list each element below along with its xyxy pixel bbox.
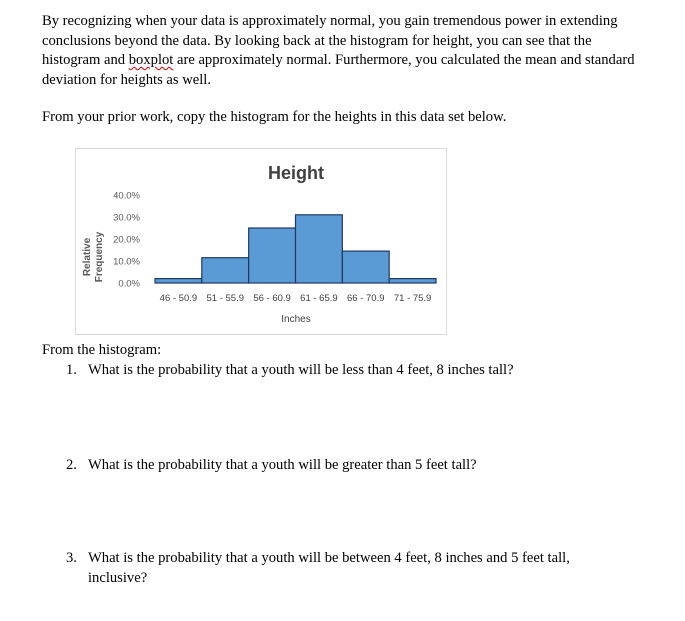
question-3 xyxy=(66,549,626,588)
y-tick-label: 0.0% xyxy=(118,278,140,290)
question-text: What is the probability that a youth will be less than 4 feet, 8 inches tall? xyxy=(88,362,514,378)
histogram-bar xyxy=(296,215,343,283)
y-tick-labels xyxy=(113,191,140,290)
histogram-bar xyxy=(342,251,389,283)
x-tick-label: 56 - 60.9 xyxy=(253,293,291,304)
question-text: What is the probability that a youth will be greater than 5 feet tall? xyxy=(88,457,477,473)
spellcheck-flagged-word: boxplot xyxy=(128,52,174,68)
intro-text-start: By recognizing when your data is approximately normal, you gain tremendous power in extending conclusions beyond the data. By looking back at the histogram for height, you can see that the histogram and xyxy=(42,13,618,68)
intro-paragraph xyxy=(42,12,642,90)
x-tick-labels xyxy=(160,293,432,304)
intro-text-end: are approximately normal. Furthermore, you calculated the mean and standard deviation for heights as well. xyxy=(42,52,635,88)
x-tick-label: 46 - 50.9 xyxy=(159,293,198,304)
from-histogram-heading: From the histogram: xyxy=(42,342,162,358)
histogram-canvas xyxy=(76,149,446,334)
y-tick-label: 10.0% xyxy=(113,256,140,268)
question-number: 1. xyxy=(66,362,77,378)
histogram-bar xyxy=(155,279,202,283)
histogram-bar xyxy=(202,258,249,283)
question-number: 3. xyxy=(66,550,77,566)
height-histogram xyxy=(75,148,447,335)
x-tick-label: 71 - 75.9 xyxy=(393,293,432,304)
chart-title: Height xyxy=(268,163,324,183)
histogram-bars xyxy=(155,215,436,283)
y-axis-label-line-2: Frequency xyxy=(94,231,105,283)
question-text: What is the probability that a youth will be between 4 feet, 8 inches and 5 feet tall, inclusive? xyxy=(88,550,570,586)
histogram-bar xyxy=(389,279,436,283)
y-axis-label xyxy=(82,231,105,282)
question-1 xyxy=(66,361,626,381)
x-tick-label: 51 - 55.9 xyxy=(206,293,244,304)
y-axis-label-line-1: Relative xyxy=(82,237,93,277)
question-number: 2. xyxy=(66,457,77,473)
y-tick-label: 40.0% xyxy=(113,190,140,202)
y-tick-label: 30.0% xyxy=(113,212,140,224)
x-tick-label: 66 - 70.9 xyxy=(347,293,385,304)
y-tick-label: 20.0% xyxy=(113,234,140,246)
x-tick-label: 61 - 65.9 xyxy=(300,293,338,304)
instruction-paragraph: From your prior work, copy the histogram for the heights in this data set below. xyxy=(42,109,507,125)
histogram-bar xyxy=(249,228,296,283)
question-2 xyxy=(66,456,626,476)
x-axis-label: Inches xyxy=(281,314,311,325)
